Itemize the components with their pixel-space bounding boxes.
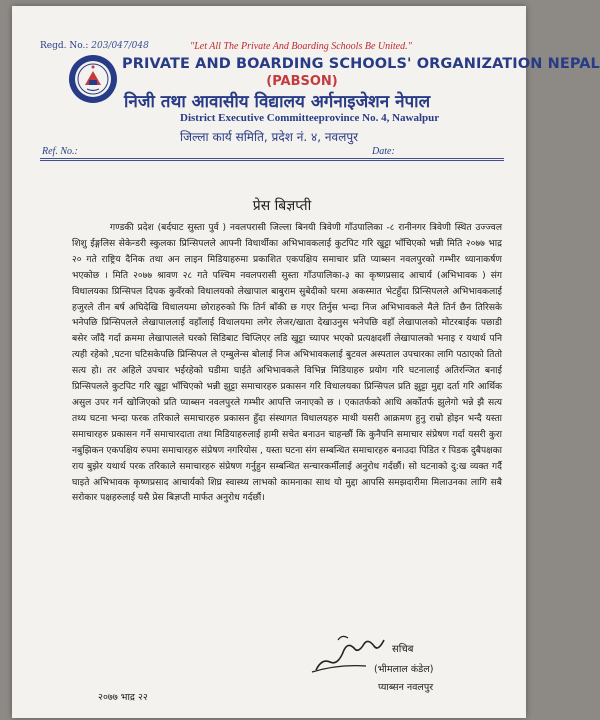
date-label: Date: [372,146,395,157]
regd-label: Regd. No.: [40,41,89,51]
letter-sheet [12,6,600,718]
committee-nepali: जिल्ला कार्य समिति, प्रदेश नं. ४, नवलपुर [180,130,359,144]
ref-number-label: Ref. No.: [42,146,78,157]
body-paragraph: गण्डकी प्रदेश (बर्दघाट सुस्ता पुर्व ) नवलपरासी जिल्ला बिनयी त्रिवेणी गाँउपालिका -८ रानीनगर त्रिवेणी स्थित उज्ज्वल शिशु ईङ्गलिस सेकेन्डरी स्कुलका प्रिन्सिपलले आफ्नी विधार्थीका अभिभावकलाई कुटपिट गरि खुट्टा भाँचिएको भन्नी मिति २०७७ भाद्र २० गते राष्ट्रिय दैनिक तथा अन लाइन मिडियाहरुमा प्रकाशित एकपक्षिय समाचार प्रति प्याब्सन नवलपुरको गम्भीर ध्यानाकर्षण भएकोछ । मिति २०७७ श्रावण २८ गते पश्चिम नवलपरासी सुस्ता गाँउपालिका-३ का कृष्णप्रसाद आचार्य (अभिभावक ) संग विधालयका प्रिन्सिपल दिपक कुवँरको विधालयको लेखापाल बाबुराम सुबेदीको घरमा अकस्मात भेटहुँदा प्रिन्सिपलले अभिभावकलाई हजुरले तीन बर्ष अघिदेखि विधालयमा छोराहरुको फि तिर्न बाँकी छ गएर तिर्नुस भन्दा निज अभिभावकले मैले तिर्न छैन तिरिसके भनेपछि प्रिन्सिपलले लेखापाललाई वहाँलाई विधालयमा लगेर लेजर/खाता देखाउनुस भनेपछि वहाँ लेखापालको मोटरबाईक पछाडी बसेर जाँदै गर्दा क्रममा लेखापालले घरको सिडिबाट चिप्लिएर लडि खुट्टा च्यापर भएको प्रत्यक्षदर्शी लेखापालको भनाइ र यथार्थ पनि त्यही रहेको ,घटना घटिसकेपछि प्रिन्सिपल ले एम्बुलेन्स बोलाई निज अभिभावकलाई बुटवल अस्पताल उपचारका लागि पठाएको तितो सत्य हो। तर अहिले उपचार भईरहेको घडीमा घाईते अभिभावकले विभिन्न मिडियाहरु प्रयोग गरि घटनालाई अतिरन्जित बनाई प्रिन्सिपलले कुटपिट गरि खुट्टा भाँचिएको भन्नी झुट्टा समाचारहरु प्रकासन गरि विधालयका प्रिन्सिपल प्रति झुट्टा मुद्दा दर्ता गरि आर्थिक असुल उपर गर्न खोजिएको प्रति प्याब्सन नवलपुरले गम्भीर आपत्ति जनाएको छ । एकातर्फको आधि अर्कोतर्फ झुलेगो भन्ने झै सत्य तथ्य घटना भन्दा फरक तरिकाले समाचारहरु प्रकासन हुँदा संस्थागत विधालयहरु माथी यसरी आक्रमण हुनु राम्रो होइन भन्दै यस्ता समाचारहरु प्रकासन गर्ने समाचारदाता तथा मिडियाहरुलाई हामी सचेत बनाउन चाहन्छौं कि कुनैपनि समाचार संप्रेषण गर्दा यसरी कुरा नबुझिकन एकपक्षिय रुपमा समाचारहरु संप्रेषण नगरियोस , यस्ता घटना संग सम्बन्धित समाचारहरु बनाउदा पिडित र पिडक दुबैपक्षका राय बुझेर यथार्थ परक तरिकाले समाचारहरु संप्रेषण गर्नुहुन सम्बन्धित सन्चारकर्मीलाई अनुरोध गर्दछौं। सो घटनाको दु:ख व्यक्त गर्दै घाइते अभिभावक कृष्णप्रसाद आचार्यको शिघ्र स्वास्थ्य लाभको कामनाका साथ यो मुद्दा आपसि समझदारीमा मिलाउनका लागि सबै सरोकार पक्षहरुलाई यसै प्रेस बिज्ञप्ती मार्फत अनुरोध गर्दछौं। [72,223,502,504]
letterhead-divider [40,158,504,159]
signatory-organization: प्याब्सन नवलपुर [378,682,434,693]
signatory-title: सचिब [392,644,414,655]
org-abbreviation: (PABSON) [266,74,338,89]
org-name-english: PRIVATE AND BOARDING SCHOOLS' ORGANIZATION NEPAL [122,56,600,72]
slogan: "Let All The Private And Boarding Schools Be United." [190,41,412,52]
document-title: प्रेस बिज्ञप्ती [252,198,312,214]
regd-value: 203/047/048 [91,41,149,51]
org-name-nepali: निजी तथा आवासीय विद्यालय अर्गनाइजेशन नेपाल [124,92,431,112]
signatory-name: (भीमलाल कंडेल) [374,664,434,675]
document-body [72,221,502,507]
registration-number [40,41,149,51]
letterhead-divider-second [40,160,504,161]
issue-date: २०७७ भाद्र २२ [98,692,148,703]
committee-english: District Executive Committeeprovince No. 4, Nawalpur [180,112,440,124]
